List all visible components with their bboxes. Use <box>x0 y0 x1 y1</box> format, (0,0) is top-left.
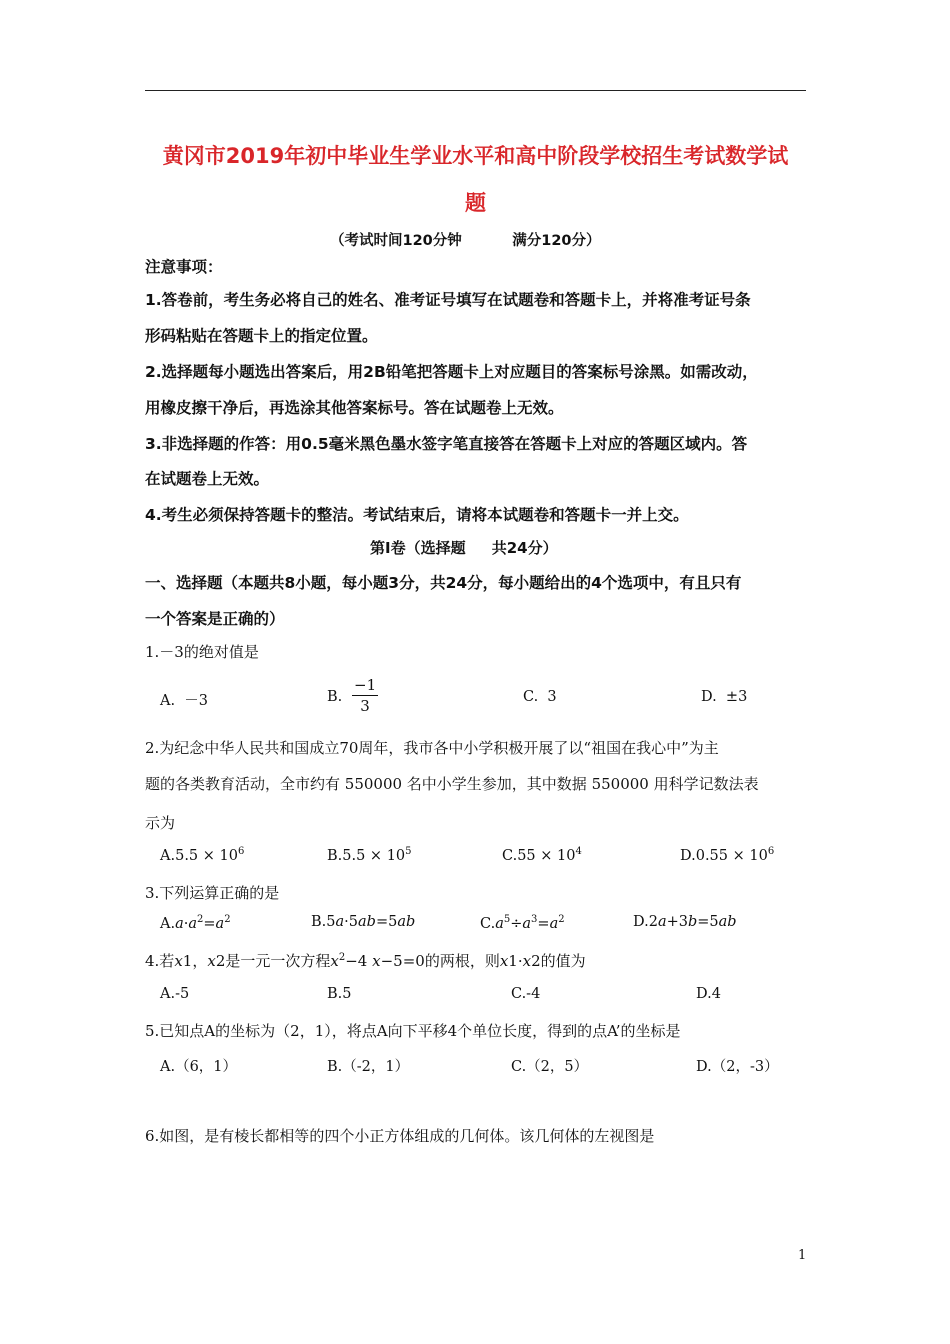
question-5-option-a: A.（6，1） <box>160 1059 238 1075</box>
question-6-stem: 6.如图，是有棱长都相等的四个小正方体组成的几何体。该几何体的左视图是 <box>145 1127 655 1145</box>
stem-text: 是一元一次方程 <box>225 952 331 970</box>
option-label: A. <box>160 915 176 932</box>
note-line: 3.非选择题的作答：用0.5毫米黑色墨水签字笔直接答在答题卡上对应的答题区域内。答 <box>145 435 748 453</box>
option-base: 55 × 10 <box>517 847 576 864</box>
option-exponent: 6 <box>767 846 775 857</box>
page-number: 1 <box>798 1248 807 1263</box>
option-label: D. <box>633 914 649 930</box>
option-label: A. <box>160 847 176 864</box>
option-label: C. <box>502 847 518 864</box>
question-4-option-a: A.-5 <box>160 986 190 1002</box>
question-3-option-b: B.5a·5ab=5ab <box>311 914 416 930</box>
question-4-option-c: C.-4 <box>511 986 541 1002</box>
question-1-option-a: A. －3 <box>160 693 209 709</box>
fraction-numerator: −1 <box>354 676 377 694</box>
question-2-option-c <box>502 846 582 864</box>
question-2-stem-line3: 示为 <box>145 814 176 832</box>
exam-title-line1: 黄冈市2019年初中毕业生学业水平和高中阶段学校招生考试数学试 <box>162 144 789 168</box>
question-5-option-b: B.（-2，1） <box>327 1059 410 1075</box>
notes-heading: 注意事项： <box>145 258 223 276</box>
header-rule <box>145 90 806 91</box>
option-exponent: 6 <box>237 846 245 857</box>
part1-heading: 第Ⅰ卷（选择题 共24分） <box>370 539 558 557</box>
section-instructions-line2: 一个答案是正确的） <box>145 610 285 628</box>
option-label: C. <box>480 915 496 932</box>
question-5-option-d: D.（2，-3） <box>696 1059 779 1075</box>
question-1-option-b-fraction <box>352 676 378 715</box>
question-3-option-c: $C.a^5\div a^3=a^2$ <box>480 914 565 932</box>
question-3-option-d: D.2a+3b=5ab <box>633 914 737 930</box>
question-1-option-c: C. 3 <box>523 689 557 705</box>
question-1-stem: 1.－3的绝对值是 <box>145 643 259 661</box>
question-5-option-c: C.（2，5） <box>511 1059 589 1075</box>
option-exponent: 5 <box>405 846 412 857</box>
question-5-stem: 5.已知点A的坐标为（2，1），将点A向下平移4个单位长度，得到的点A’的坐标是 <box>145 1022 681 1040</box>
option-base: 0.55 × 10 <box>695 847 768 864</box>
note-line: 4.考生必须保持答题卡的整洁。考试结束后，请将本试题卷和答题卡一并上交。 <box>145 506 689 524</box>
note-line: 2.选择题每小题选出答案后，用2B铅笔把答题卡上对应题目的答案标号涂黑。如需改动， <box>145 363 758 381</box>
section-instructions-line1: 一、选择题（本题共8小题，每小题3分，共24分，每小题给出的4个选项中，有且只有 <box>145 574 742 592</box>
question-1-option-b-label: B. <box>327 689 343 705</box>
stem-text: 的值为 <box>540 952 586 970</box>
exam-info: （考试时间120分钟 满分120分） <box>330 233 601 249</box>
question-4-option-b: B.5 <box>327 986 352 1002</box>
question-2-stem-line2: 题的各类教育活动，全市约有 550000 名中小学生参加，其中数据 550000 用科学记数法表 <box>145 775 759 793</box>
question-2-option-d <box>680 846 774 864</box>
exam-title-line2: 题 <box>465 191 486 215</box>
note-line: 1.答卷前，考生务必将自己的姓名、准考证号填写在试题卷和答题卡上，并将准考证号条 <box>145 291 751 309</box>
note-line: 用橡皮擦干净后，再选涂其他答案标号。答在试题卷上无效。 <box>145 399 564 417</box>
option-base: 5.5 × 10 <box>175 847 238 864</box>
option-base: 5.5 × 10 <box>342 847 406 864</box>
stem-text: 4.若 <box>145 952 175 970</box>
note-line: 形码粘贴在答题卡上的指定位置。 <box>145 327 378 345</box>
option-label: B. <box>311 914 327 930</box>
question-2-option-a <box>160 846 244 864</box>
fraction-denominator: 3 <box>360 697 370 715</box>
option-label: B. <box>327 847 343 864</box>
question-1-option-d: D. ±3 <box>701 689 748 705</box>
stem-text: 的两根，则 <box>424 952 500 970</box>
question-2-option-b <box>327 846 412 864</box>
option-label: D. <box>680 847 696 864</box>
option-exponent: 4 <box>575 846 582 857</box>
stem-text: ， <box>192 952 208 970</box>
question-4-option-d: D.4 <box>696 986 721 1002</box>
note-line: 在试题卷上无效。 <box>145 470 270 488</box>
question-3-option-a: $A.a\cdot a^2=a^2$ <box>160 914 231 932</box>
question-4-stem: 4.若x1，x2是一元一次方程$x^2-4$ x−5=0的两根，则x1·x2的值为 <box>145 952 586 970</box>
question-3-stem: 3.下列运算正确的是 <box>145 884 280 902</box>
question-2-stem-line1: 2.为纪念中华人民共和国成立70周年，我市各中小学积极开展了以“祖国在我心中”为主 <box>145 739 719 757</box>
